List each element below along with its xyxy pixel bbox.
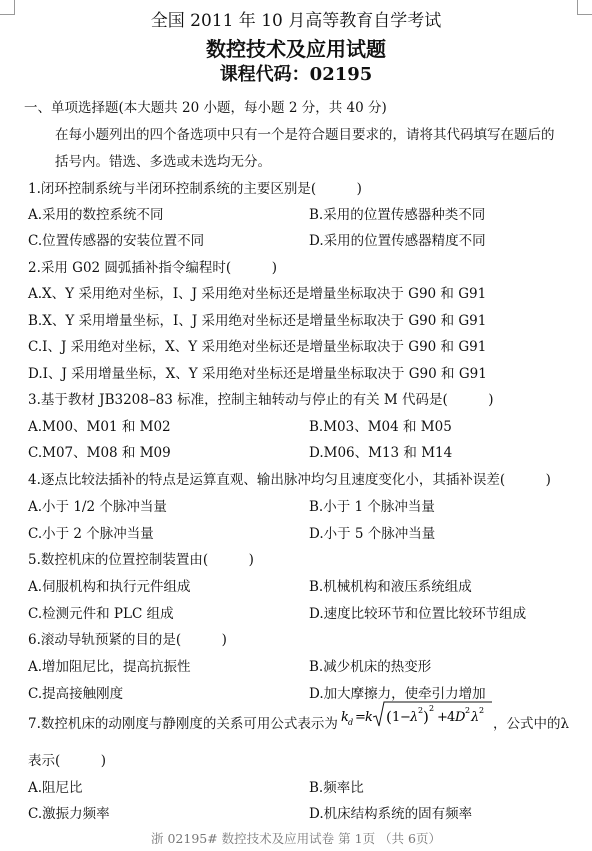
dynamic-stiffness-formula — [341, 700, 493, 730]
question-1-option-d: D.采用的位置传感器精度不同 — [309, 233, 486, 249]
formula-k: k — [365, 710, 373, 725]
question-3-stem: 3.基于教材 JB3208–83 标准，控制主轴转动与停止的有关 M 代码是( ) — [28, 392, 494, 408]
question-3-option-a: A.M00、M01 和 M02 — [28, 419, 171, 435]
formula-paren-exp: 2 — [429, 704, 435, 713]
section-instruction-2: 括号内。错选、多选或未选均无分。 — [55, 154, 271, 170]
formula-plus: + — [437, 710, 448, 725]
question-5-option-d: D.速度比较环节和位置比较环节组成 — [309, 606, 527, 622]
question-5-option-b: B.机械机构和液压系统组成 — [309, 579, 472, 595]
question-2-option-d: D.I、J 采用增量坐标，X、Y 采用绝对坐标还是增量坐标取决于 G90 和 G91 — [28, 366, 487, 382]
question-2-stem: 2.采用 G02 圆弧插补指令编程时( ) — [28, 260, 277, 276]
question-6-stem: 6.滚动导轨预紧的目的是( ) — [28, 632, 227, 648]
question-6-option-c: C.提高接触刚度 — [28, 686, 124, 702]
question-4-option-c: C.小于 2 个脉冲当量 — [28, 526, 154, 542]
question-2-option-b: B.X、Y 采用增量坐标，I、J 采用绝对坐标还是增量坐标取决于 G90 和 G91 — [28, 313, 487, 329]
question-5-option-a: A.伺服机构和执行元件组成 — [28, 579, 191, 595]
question-4-stem: 4.逐点比较法插补的特点是运算直观、输出脉冲均匀且速度变化小，其插补误差( ) — [28, 472, 551, 488]
formula-rparen: ) — [423, 708, 429, 726]
question-1-option-c: C.位置传感器的安装位置不同 — [28, 233, 205, 249]
question-3-option-d: D.M06、M13 和 M14 — [309, 445, 453, 461]
formula-lparen: ( — [386, 708, 392, 726]
formula-equals: = — [355, 710, 366, 725]
question-6-option-a: A.增加阻尼比，提高抗振性 — [28, 659, 191, 675]
section-instruction-1: 在每小题列出的四个备选项中只有一个是符合题目要求的，请将其代码填写在题后的 — [55, 127, 555, 143]
formula-kd-subscript: d — [348, 718, 354, 727]
formula-lambda-exp: 2 — [418, 706, 424, 715]
question-7-stem-continued: 表示( ) — [28, 753, 107, 769]
question-7-stem-tail: ，公式中的λ — [493, 716, 570, 732]
course-code: 课程代码：02195 — [219, 64, 373, 85]
page-footer: 浙 02195# 数控技术及应用试卷 第 1页 （共 6页） — [151, 831, 441, 846]
formula-D: D — [455, 710, 466, 725]
question-5-option-c: C.检测元件和 PLC 组成 — [28, 606, 174, 622]
question-4-option-d: D.小于 5 个脉冲当量 — [309, 526, 436, 542]
formula-four: 4 — [447, 710, 456, 725]
question-1-option-a: A.采用的数控系统不同 — [28, 207, 164, 223]
question-7-option-c: C.激振力频率 — [28, 806, 110, 822]
question-7-option-d: D.机床结构系统的固有频率 — [309, 806, 473, 822]
formula-lambda-2-exp: 2 — [479, 706, 485, 715]
section-heading: 一、单项选择题(本大题共 20 小题，每小题 2 分，共 40 分) — [24, 100, 387, 116]
question-2-option-c: C.I、J 采用绝对坐标，X、Y 采用绝对坐标还是增量坐标取决于 G90 和 G91 — [28, 339, 487, 355]
question-4-option-b: B.小于 1 个脉冲当量 — [309, 499, 435, 515]
question-3-option-c: C.M07、M08 和 M09 — [28, 445, 171, 461]
formula-D-exp: 2 — [465, 706, 471, 715]
question-1-option-b: B.采用的位置传感器种类不同 — [309, 207, 486, 223]
question-6-option-d: D.加大摩擦力，使牵引力增加 — [309, 686, 486, 702]
question-6-option-b: B.减少机床的热变形 — [309, 659, 432, 675]
formula-lambda-2: λ — [471, 710, 480, 725]
exam-title: 全国 2011 年 10 月高等教育自学考试 — [150, 11, 442, 31]
question-1-stem: 1.闭环控制系统与半闭环控制系统的主要区别是( ) — [28, 181, 362, 197]
question-7-option-b: B.频率比 — [309, 780, 364, 796]
formula-kd: k — [341, 710, 349, 725]
question-2-option-a: A.X、Y 采用绝对坐标，I、J 采用绝对坐标还是增量坐标取决于 G90 和 G91 — [28, 286, 487, 302]
question-7-option-a: A.阻尼比 — [28, 780, 83, 796]
question-3-option-b: B.M03、M04 和 M05 — [309, 419, 452, 435]
question-4-option-a: A.小于 1/2 个脉冲当量 — [28, 499, 167, 515]
question-5-stem: 5.数控机床的位置控制装置由( ) — [28, 552, 254, 568]
question-7-stem: 7.数控机床的动刚度与静刚度的关系可用公式表示为 — [28, 716, 338, 732]
paper-title: 数控技术及应用试题 — [206, 37, 386, 61]
formula-lambda: λ — [410, 710, 419, 725]
formula-minus: − — [400, 710, 411, 725]
formula-one: 1 — [392, 710, 401, 725]
